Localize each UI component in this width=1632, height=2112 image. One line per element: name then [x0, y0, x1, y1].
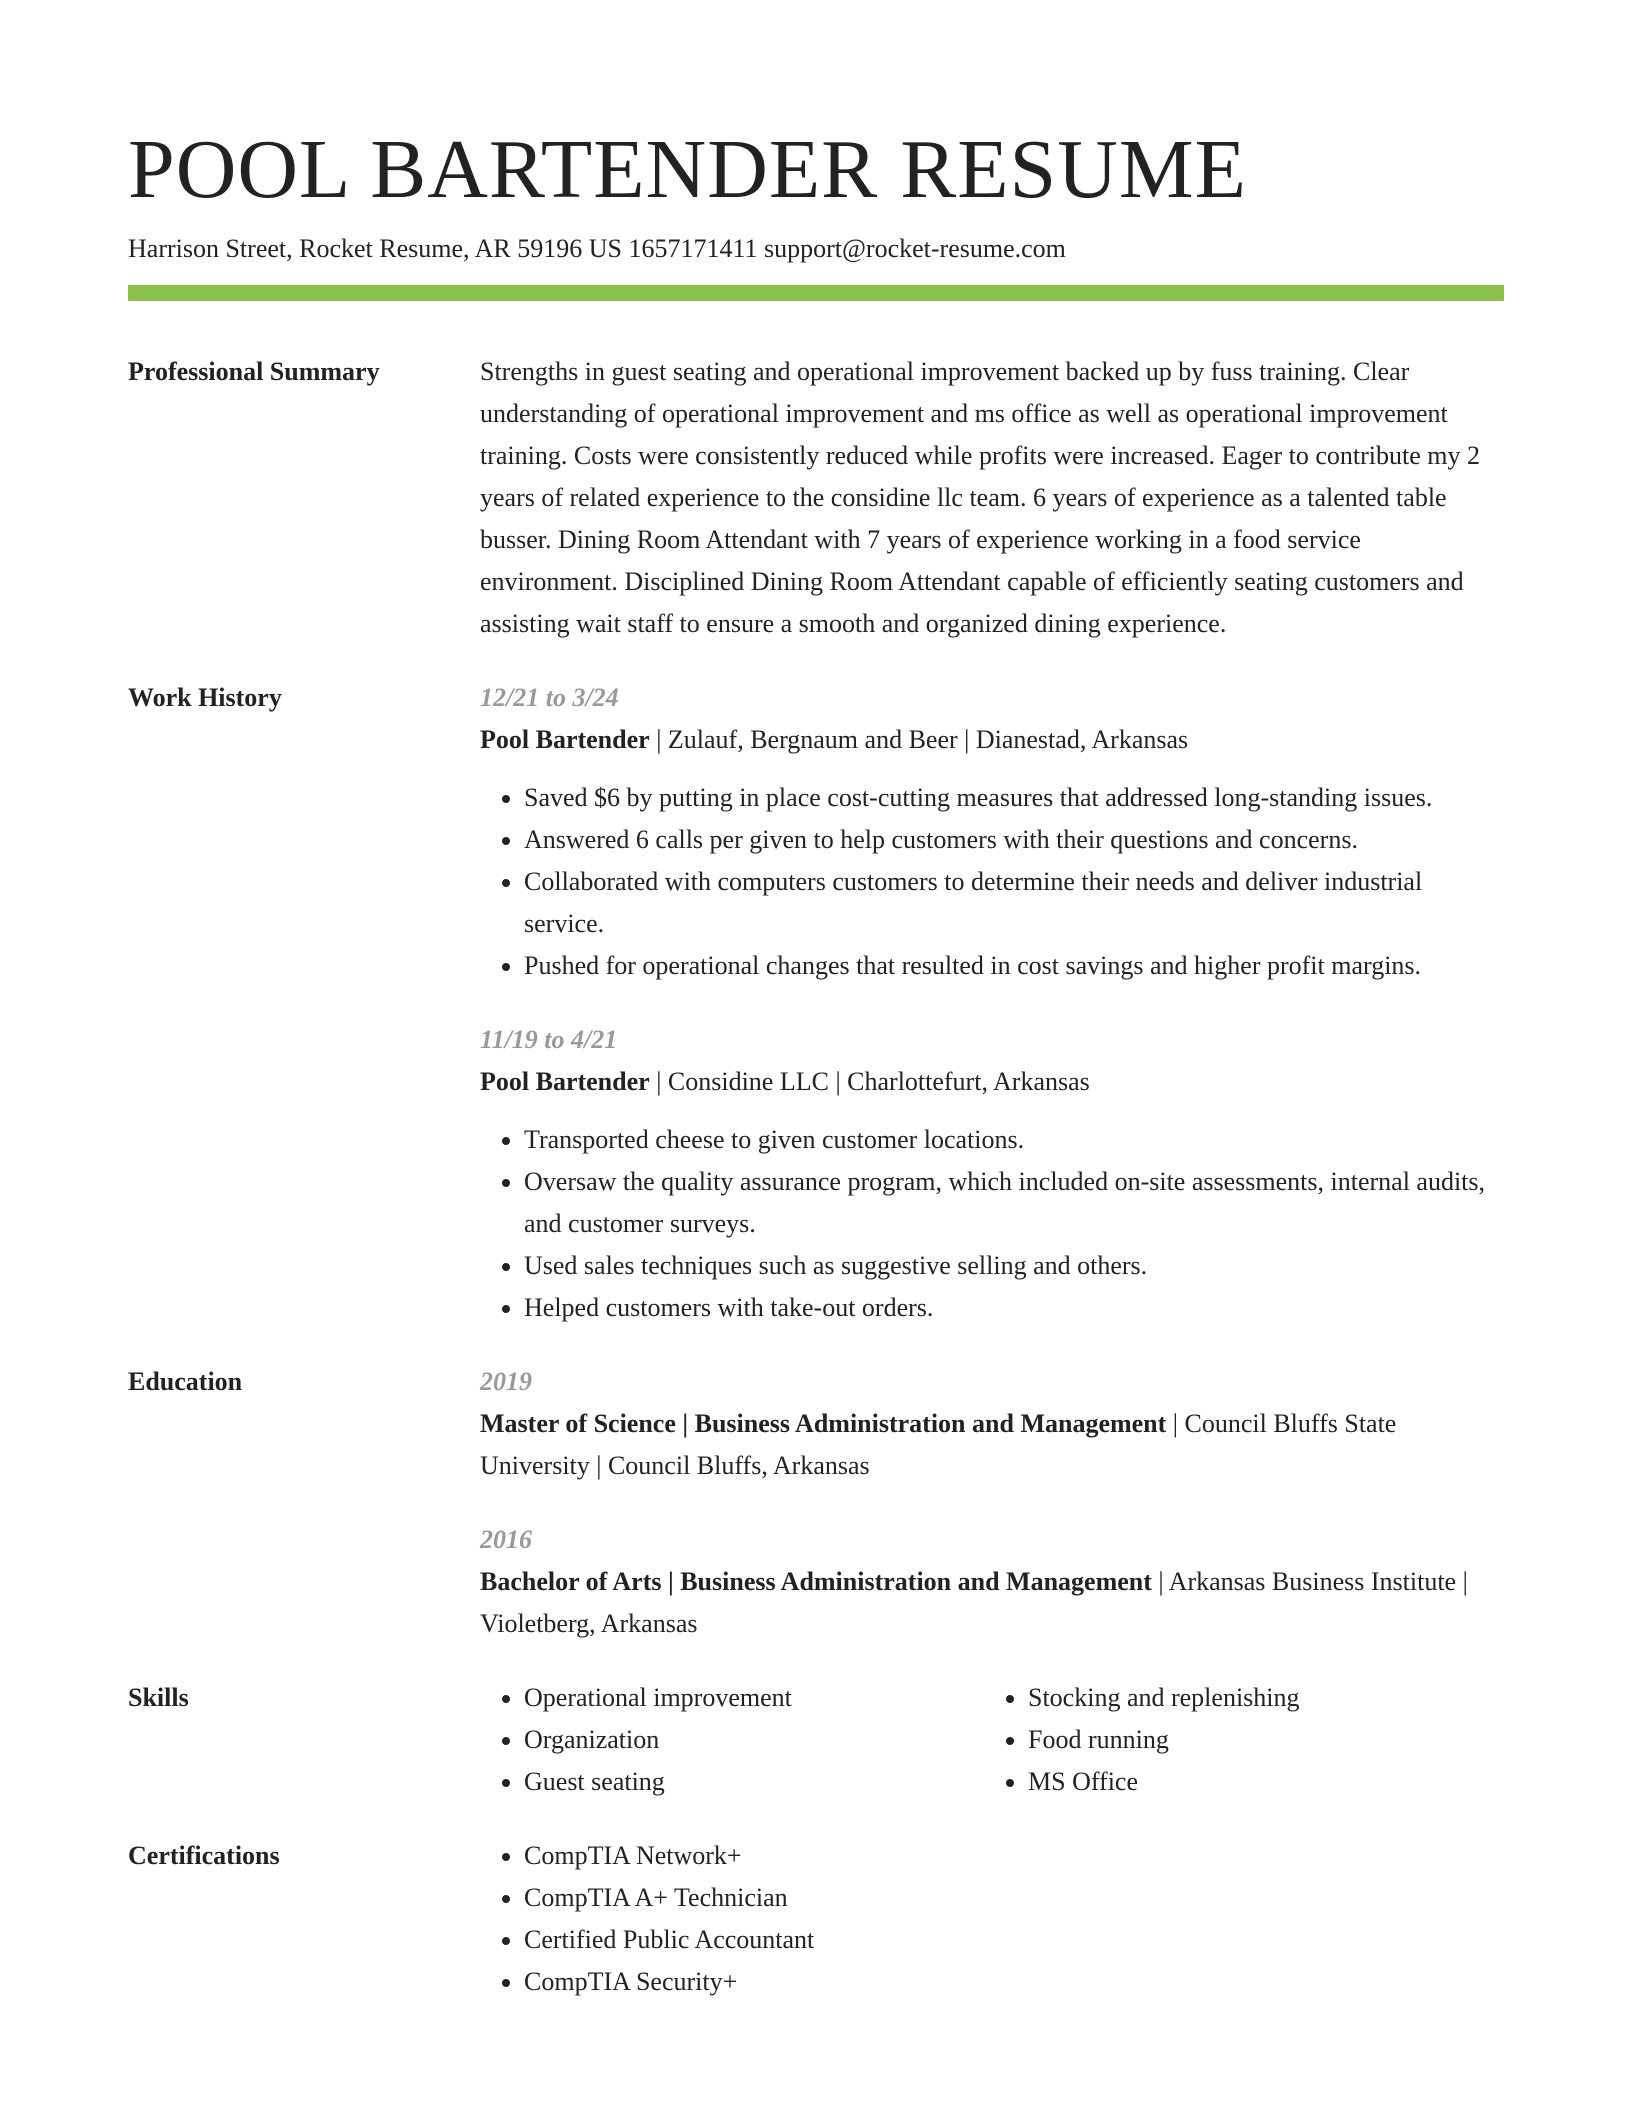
work-history-section — [128, 677, 1504, 1329]
skills-body — [480, 1677, 1504, 1803]
list-item: • Helped customers with take-out orders. — [524, 1287, 1504, 1329]
certification-item: • CompTIA Security+ — [524, 1961, 1504, 2003]
work-dates: 11/19 to 4/21 — [480, 1025, 618, 1054]
education-entry — [480, 1361, 1504, 1487]
resume-content — [128, 351, 1504, 2035]
section-label-education: Education — [128, 1367, 243, 1396]
skill-item: • Operational improvement — [524, 1677, 984, 1719]
list-item: • Pushed for operational changes that resulted in cost savings and higher profit margins. — [524, 945, 1504, 987]
certifications-list — [480, 1835, 1504, 2003]
summary-body — [480, 351, 1504, 645]
skill-item: • Stocking and replenishing — [1028, 1677, 1488, 1719]
job-title: Pool Bartender — [480, 725, 650, 754]
employer-details: | Considine LLC | Charlottefurt, Arkansas — [649, 1067, 1090, 1096]
work-entry — [480, 1019, 1504, 1329]
job-title: Pool Bartender — [480, 1067, 650, 1096]
degree-name: Bachelor of Arts | Business Administration and Management — [480, 1567, 1152, 1596]
header-divider — [128, 285, 1504, 301]
education-body — [480, 1361, 1504, 1645]
degree-name: Master of Science | Business Administration and Management — [480, 1409, 1167, 1438]
skill-item: • MS Office — [1028, 1761, 1488, 1803]
section-label-skills: Skills — [128, 1683, 189, 1712]
work-bullets — [480, 1119, 1504, 1329]
certification-item: • CompTIA A+ Technician — [524, 1877, 1504, 1919]
school-details: | Arkansas Business Institute | Violetberg, Arkansas — [480, 1567, 1468, 1638]
list-item: • Used sales techniques such as suggestive selling and others. — [524, 1245, 1504, 1287]
degree-line — [480, 1403, 1504, 1487]
skill-item: • Guest seating — [524, 1761, 984, 1803]
work-history-body — [480, 677, 1504, 1329]
work-role-line — [480, 1061, 1504, 1103]
work-bullets — [480, 777, 1504, 987]
education-entry — [480, 1519, 1504, 1645]
resume-title: POOL BARTENDER RESUME — [128, 123, 1247, 216]
skill-item: • Organization — [524, 1719, 984, 1761]
summary-section — [128, 351, 1504, 645]
certification-item: • CompTIA Network+ — [524, 1835, 1504, 1877]
skills-section — [128, 1677, 1504, 1803]
list-item: • Transported cheese to given customer locations. — [524, 1119, 1504, 1161]
skills-column-1 — [480, 1677, 984, 1803]
school-details: | Council Bluffs State University | Council Bluffs, Arkansas — [480, 1409, 1397, 1480]
certification-item: • Certified Public Accountant — [524, 1919, 1504, 1961]
work-entry — [480, 677, 1504, 987]
education-year: 2019 — [480, 1367, 532, 1396]
contact-line: Harrison Street, Rocket Resume, AR 59196 US 1657171411 support@rocket-resume.com — [128, 234, 1066, 263]
work-dates: 12/21 to 3/24 — [480, 683, 619, 712]
education-section — [128, 1361, 1504, 1645]
employer-details: | Zulauf, Bergnaum and Beer | Dianestad, Arkansas — [649, 725, 1189, 754]
certifications-section — [128, 1835, 1504, 2003]
list-item: • Saved $6 by putting in place cost-cutting measures that addressed long-standing issues. — [524, 777, 1504, 819]
summary-text: Strengths in guest seating and operational improvement backed up by fuss training. Clear understanding of operational improvement and ms office as well as operational improvement training. Costs were consistently reduced while profits were increased. Eager to contribute my 2 years of related experience to the considine llc team. 6 years of experience as a talented table busser. Dining Room Attendant with 7 years of experience working in a food service environment. Disciplined Dining Room Attendant capable of efficiently seating customers and assisting wait staff to ensure a smooth and organized dining experience. — [480, 357, 1480, 638]
work-role-line — [480, 719, 1504, 761]
list-item: • Collaborated with computers customers to determine their needs and deliver industrial service. — [524, 861, 1504, 945]
section-label-summary: Professional Summary — [128, 357, 380, 386]
skill-item: • Food running — [1028, 1719, 1488, 1761]
section-label-work-history: Work History — [128, 683, 282, 712]
list-item: • Answered 6 calls per given to help customers with their questions and concerns. — [524, 819, 1504, 861]
skills-column-2 — [984, 1677, 1488, 1803]
education-year: 2016 — [480, 1525, 532, 1554]
degree-line — [480, 1561, 1504, 1645]
section-label-certifications: Certifications — [128, 1841, 280, 1870]
certifications-body — [480, 1835, 1504, 2003]
list-item: • Oversaw the quality assurance program, which included on-site assessments, internal audits, and customer surveys. — [524, 1161, 1504, 1245]
